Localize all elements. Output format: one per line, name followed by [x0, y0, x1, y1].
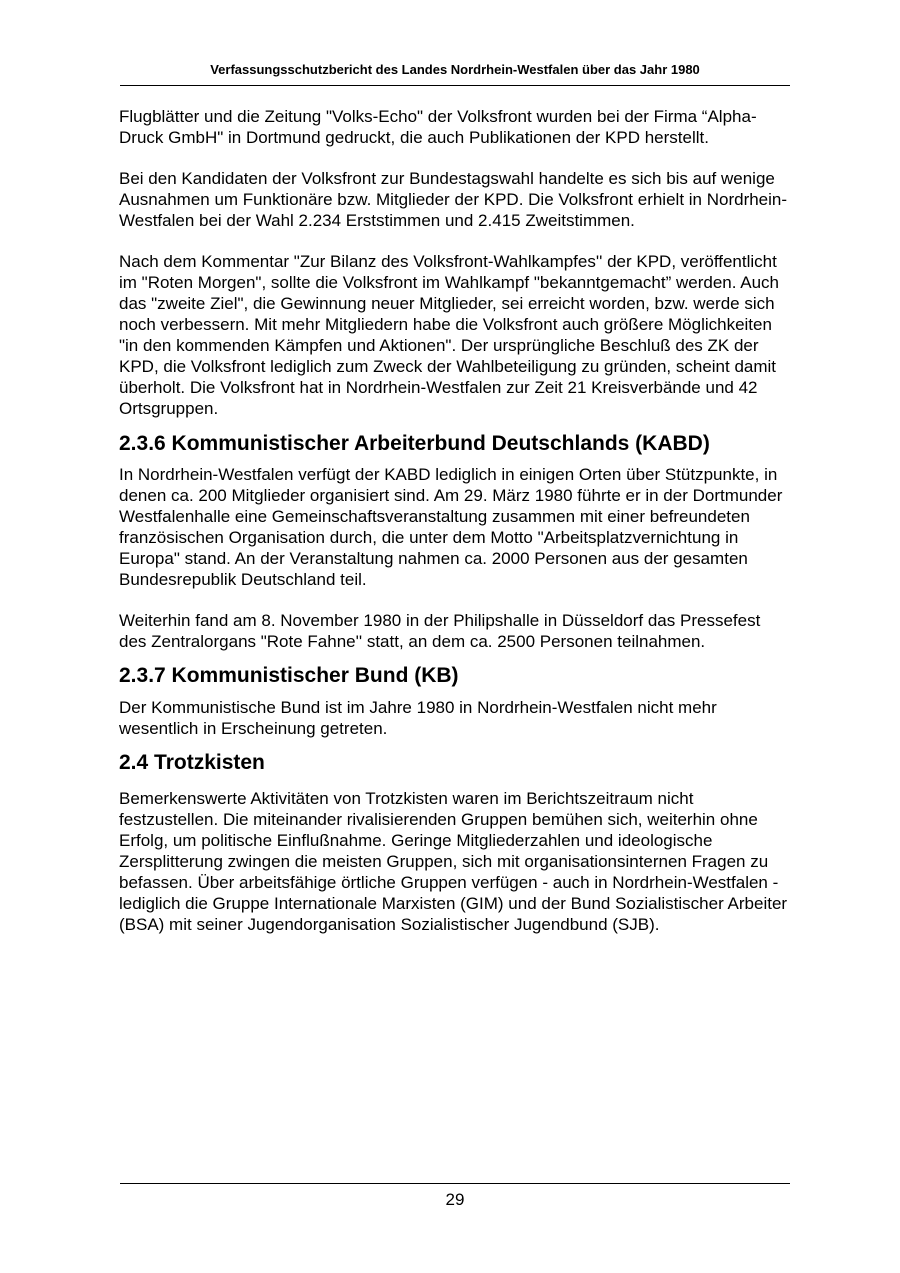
- heading-kb: 2.3.7 Kommunistischer Bund (KB): [119, 664, 459, 687]
- paragraph-wahlkampf-bilanz: Nach dem Kommentar "Zur Bilanz des Volksfront-Wahlkampfes'' der KPD, veröffentlicht im "Roten Morgen", sollte die Volksfront im Wahlkampf "bekanntgemacht” werden. Auch das "zweite Ziel", die Gewinnung neuer Mitglieder, sei erreicht worden, bzw. werde sich noch verbessern. Mit mehr Mitgliedern habe die Volksfront auch größere Möglichkeiten "in den kommenden Kämpfen und Aktionen". Der ursprüngliche Beschluß des ZK der KPD, die Volksfront lediglich zum Zweck der Wahlbeteiligung zu gründen, scheint damit überholt. Die Volksfront hat in Nordrhein-Westfalen zur Zeit 21 Kreisverbände und 42 Ortsgruppen.: [119, 252, 780, 418]
- footer-divider: [120, 1183, 790, 1184]
- page-number: 29: [445, 1190, 465, 1209]
- paragraph-trotzkisten: Bemerkenswerte Aktivitäten von Trotzkisten waren im Berichtszeitraum nicht festzustellen. Die miteinander rivalisierenden Gruppen bemühen sich, weiterhin ohne Erfolg, um politische Einflußnahme. Geringe Mitgliederzahlen und ideologische Zersplitterung zwingen die meisten Gruppen, sich mit organisationsinternen Fragen zu befassen. Über arbeitsfähige örtliche Gruppen verfügen - auch in Nordrhein-Westfalen - lediglich die Gruppe Internationale Marxisten (GIM) und der Bund Sozialistischer Arbeiter (BSA) mit seiner Jugendorganisation Sozialistischer Jugendbund (SJB).: [119, 789, 788, 934]
- header-divider: [120, 85, 790, 86]
- paragraph-bundestagswahl: Bei den Kandidaten der Volksfront zur Bundestagswahl handelte es sich bis auf wenige Ausnahmen um Funktionäre bzw. Mitglieder der KPD. Die Volksfront erhielt in Nordrhein-Westfalen bei der Wahl 2.234 Erststimmen und 2.415 Zweitstimmen.: [119, 169, 788, 230]
- paragraph-volks-echo: Flugblätter und die Zeitung "Volks-Echo" der Volksfront wurden bei der Firma “Alpha-Druck GmbH" in Dortmund gedruckt, die auch Publikationen der KPD herstellt.: [119, 107, 757, 147]
- running-header: Verfassungsschutzbericht des Landes Nordrhein-Westfalen über das Jahr 1980: [210, 62, 700, 77]
- paragraph-kb: Der Kommunistische Bund ist im Jahre 1980 in Nordrhein-Westfalen nicht mehr wesentlich in Erscheinung getreten.: [119, 698, 717, 738]
- paragraph-kabd-pressefest: Weiterhin fand am 8. November 1980 in der Philipshalle in Düsseldorf das Pressefest des Zentralorgans "Rote Fahne'' statt, an dem ca. 2500 Personen teilnahmen.: [119, 611, 761, 651]
- paragraph-kabd-stuetzpunkte: In Nordrhein-Westfalen verfügt der KABD lediglich in einigen Orten über Stützpunkte, in denen ca. 200 Mitglieder organisiert sind. Am 29. März 1980 führte er in der Dortmunder Westfalenhalle eine Gemeinschaftsveranstaltung zusammen mit einer befreundeten französischen Organisation durch, die unter dem Motto "Arbeitsplatzvernichtung in Europa" stand. An der Veranstaltung nahmen ca. 2000 Personen aus der gesamten Bundesrepublik Deutschland teil.: [119, 465, 783, 589]
- heading-trotzkisten: 2.4 Trotzkisten: [119, 751, 265, 774]
- heading-kabd: 2.3.6 Kommunistischer Arbeiterbund Deutschlands (KABD): [119, 432, 710, 455]
- page-body: [119, 106, 791, 935]
